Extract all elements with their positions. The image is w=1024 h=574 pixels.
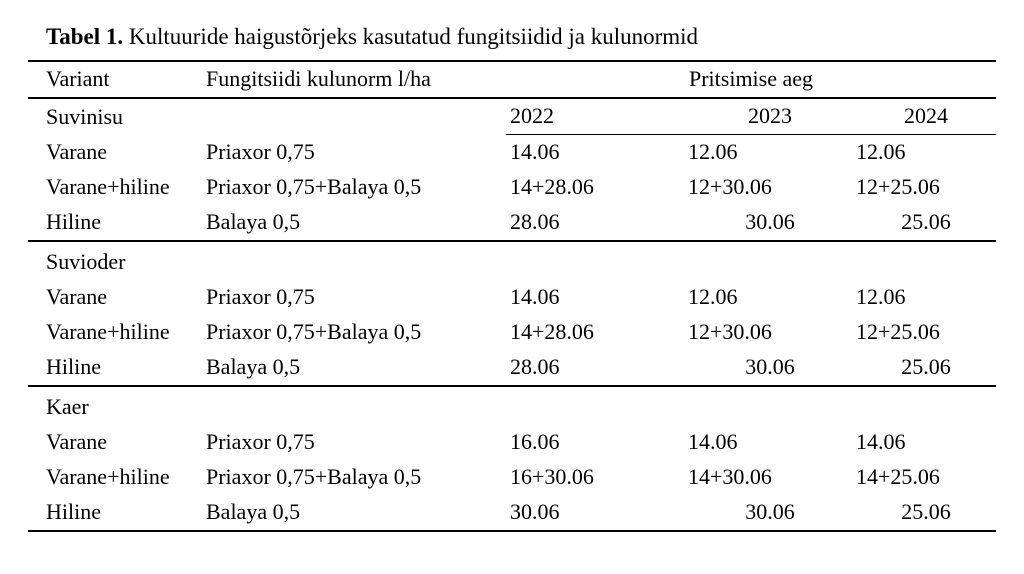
group-spacer: [206, 98, 506, 135]
table-caption-label: Tabel 1.: [46, 24, 124, 49]
table-row: [28, 495, 996, 531]
row-value-2024: 25.06: [852, 205, 996, 241]
group-spacer: [684, 241, 852, 280]
row-value-2023: 30.06: [684, 495, 852, 531]
table-row: [28, 350, 996, 386]
year-header-2024: 2024: [852, 98, 996, 135]
row-value-2024: 14+25.06: [856, 464, 940, 489]
row-variant: Varane: [46, 139, 108, 164]
group-spacer: [206, 386, 506, 425]
row-value-2024: 12+25.06: [856, 174, 940, 199]
row-variant: Hiline: [28, 350, 206, 386]
group-spacer: [684, 386, 852, 425]
table-row: [28, 280, 996, 315]
row-norm: Priaxor 0,75: [206, 284, 315, 309]
row-value-2024: 25.06: [852, 495, 996, 531]
row-variant: Hiline: [28, 495, 206, 531]
row-value-2023: 12+30.06: [688, 319, 772, 344]
row-value-2022: 16+30.06: [510, 464, 594, 489]
row-value-2023: 30.06: [684, 205, 852, 241]
table-row: [28, 135, 996, 171]
row-value-2024: 12.06: [856, 284, 906, 309]
group-header-row: [28, 98, 996, 135]
group-name-kaer: Kaer: [46, 394, 89, 419]
table-header-row: [28, 62, 996, 98]
row-norm: Priaxor 0,75: [206, 139, 315, 164]
table-caption: [28, 18, 996, 62]
row-value-2024: 12.06: [856, 139, 906, 164]
row-value-2022: 14+28.06: [510, 174, 594, 199]
year-header-2022: 2022: [506, 98, 684, 135]
year-header-2023: 2023: [684, 98, 852, 135]
group-spacer: [506, 241, 684, 280]
row-norm: Priaxor 0,75+Balaya 0,5: [206, 464, 422, 489]
table-row: [28, 425, 996, 460]
row-norm: Balaya 0,5: [206, 495, 506, 531]
row-value-2024: 25.06: [852, 350, 996, 386]
row-value-2023: 14.06: [688, 429, 738, 454]
row-variant: Varane+hiline: [46, 319, 170, 344]
table-row: [28, 460, 996, 495]
row-variant: Varane+hiline: [46, 464, 170, 489]
row-norm: Balaya 0,5: [206, 350, 506, 386]
fungicide-table: [28, 62, 996, 532]
header-variant: Variant: [46, 66, 110, 91]
row-value-2023: 14+30.06: [688, 464, 772, 489]
row-variant: Varane+hiline: [46, 174, 170, 199]
row-value-2022: 28.06: [506, 350, 684, 386]
row-value-2023: 12.06: [688, 284, 738, 309]
row-value-2022: 30.06: [506, 495, 684, 531]
table-row: [28, 315, 996, 350]
group-spacer: [852, 241, 996, 280]
row-value-2023: 12+30.06: [688, 174, 772, 199]
row-value-2023: 12.06: [688, 139, 738, 164]
row-norm: Priaxor 0,75+Balaya 0,5: [206, 319, 422, 344]
header-norm: Fungitsiidi kulunorm l/ha: [206, 66, 431, 91]
row-norm: Balaya 0,5: [206, 205, 506, 241]
row-norm: Priaxor 0,75+Balaya 0,5: [206, 174, 422, 199]
row-variant: Varane: [46, 429, 108, 454]
table-caption-text: Kultuuride haigustõrjeks kasutatud fungitsiidid ja kulunormid: [128, 24, 699, 49]
table-row: [28, 205, 996, 241]
group-spacer: [852, 386, 996, 425]
group-header-row: [28, 386, 996, 425]
row-variant: Varane: [46, 284, 108, 309]
row-variant: Hiline: [28, 205, 206, 241]
header-timing: Pritsimise aeg: [688, 66, 814, 91]
row-norm: Priaxor 0,75: [206, 429, 315, 454]
group-header-row: [28, 241, 996, 280]
row-value-2023: 30.06: [684, 350, 852, 386]
row-value-2022: 16.06: [510, 429, 560, 454]
row-value-2022: 14.06: [510, 139, 560, 164]
group-name-suvioder: Suvioder: [46, 249, 126, 274]
row-value-2022: 28.06: [506, 205, 684, 241]
table-row: [28, 170, 996, 205]
group-spacer: [206, 241, 506, 280]
group-spacer: [506, 386, 684, 425]
row-value-2022: 14.06: [510, 284, 560, 309]
row-value-2022: 14+28.06: [510, 319, 594, 344]
group-name-suvinisu: Suvinisu: [28, 98, 206, 135]
row-value-2024: 14.06: [856, 429, 906, 454]
row-value-2024: 12+25.06: [856, 319, 940, 344]
